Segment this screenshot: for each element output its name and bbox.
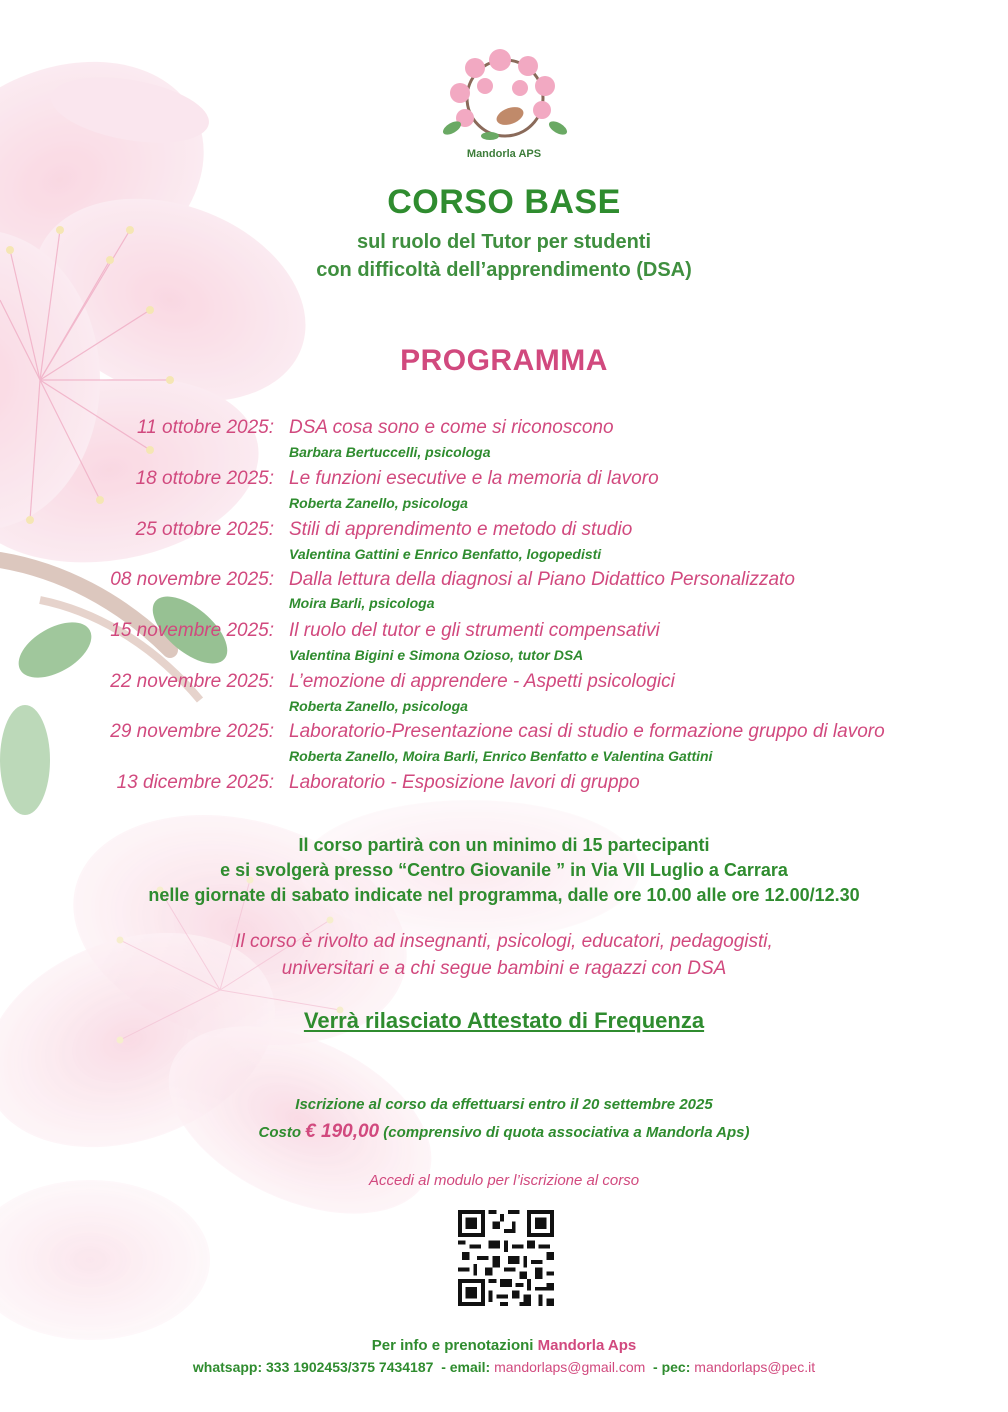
logo (430, 48, 580, 163)
certificate-notice (0, 1008, 1008, 1034)
program-speaker: Barbara Bertuccelli, psicologa (289, 444, 491, 460)
program-speaker: Valentina Gattini e Enrico Benfatto, logopedisti (289, 546, 602, 562)
email-label: - email: (441, 1359, 491, 1375)
cost-value: € 190,00 (305, 1121, 380, 1142)
footer-org: Mandorla Aps (537, 1337, 637, 1354)
program-date: 25 ottobre 2025: (135, 519, 274, 540)
program-topic: Laboratorio - Esposizione lavori di gruppo (289, 772, 640, 793)
program-date: 13 dicembre 2025: (116, 772, 274, 793)
registration-form-link[interactable]: Accedi al modulo per l’iscrizione al corso (368, 1172, 640, 1189)
footer-contacts (0, 1359, 1008, 1375)
program-speaker: Valentina Bigini e Simona Ozioso, tutor DSA (289, 647, 584, 663)
info-line-3: nelle giornate di sabato indicate nel programma, dalle ore 10.00 alle ore 12.00/12.30 (148, 885, 860, 905)
program-speaker: Roberta Zanello, psicologa (289, 698, 468, 714)
whatsapp-number[interactable]: 333 1902453/375 7434187 (266, 1359, 434, 1375)
info-line-2: e si svolgerà presso “Centro Giovanile ” in Via VII Luglio a Carrara (220, 860, 788, 880)
footer-info-label: Per info e prenotazioni (371, 1337, 534, 1354)
info-line-1: Il corso partirà con un minimo di 15 partecipanti (298, 835, 710, 855)
almond-blossom-logo-icon (430, 48, 580, 153)
program-topic: Stili di apprendimento e metodo di studio (289, 519, 633, 540)
audience-line-1: Il corso è rivolto ad insegnanti, psicologi, educatori, pedagogisti, (235, 931, 773, 952)
logo-name: Mandorla APS (466, 148, 542, 160)
program-date: 22 novembre 2025: (110, 671, 274, 692)
program-speaker: Roberta Zanello, psicologa (289, 495, 468, 511)
program-topic: Le funzioni esecutive e la memoria di lavoro (289, 468, 659, 489)
whatsapp-label: whatsapp: (192, 1359, 263, 1375)
email-link[interactable]: mandorlaps@gmail.com (494, 1359, 646, 1375)
program-date: 29 novembre 2025: (110, 721, 274, 742)
audience-line-2: universitari e a chi segue bambini e ragazzi con DSA (281, 958, 727, 979)
program-topic: DSA cosa sono e come si riconoscono (289, 417, 614, 438)
footer-info (0, 1337, 1008, 1354)
program-date: 18 ottobre 2025: (135, 468, 274, 489)
cost-note: (comprensivo di quota associativa a Mandorla Aps) (383, 1124, 750, 1141)
subtitle-line-1: sul ruolo del Tutor per studenti (356, 231, 652, 253)
program-date: 08 novembre 2025: (110, 569, 274, 590)
cost-label: Costo (258, 1124, 301, 1141)
program-speaker: Roberta Zanello, Moira Barli, Enrico Benfatto e Valentina Gattini (289, 748, 713, 764)
pec-link[interactable]: mandorlaps@pec.it (694, 1359, 816, 1375)
subtitle-line-2: con difficoltà dell’apprendimento (DSA) (316, 259, 692, 281)
course-title: CORSO BASE (387, 183, 621, 221)
qr-code-icon[interactable] (458, 1210, 554, 1306)
program-topic: L’emozione di apprendere - Aspetti psicologici (289, 671, 675, 692)
program-speaker: Moira Barli, psicologa (289, 595, 435, 611)
certificate-text: Verrà rilasciato Attestato di Frequenza (303, 1008, 705, 1033)
program-date: 11 ottobre 2025: (137, 417, 274, 438)
program-topic: Dalla lettura della diagnosi al Piano Didattico Personalizzato (289, 569, 795, 590)
program-date: 15 novembre 2025: (110, 620, 274, 641)
program-topic: Il ruolo del tutor e gli strumenti compensativi (289, 620, 660, 641)
program-heading: PROGRAMMA (400, 344, 608, 377)
program-topic: Laboratorio-Presentazione casi di studio e formazione gruppo di lavoro (289, 721, 885, 742)
registration-cost (0, 1121, 1008, 1143)
registration-deadline: Iscrizione al corso da effettuarsi entro il 20 settembre 2025 (295, 1096, 713, 1113)
pec-label: - pec: (653, 1359, 691, 1375)
